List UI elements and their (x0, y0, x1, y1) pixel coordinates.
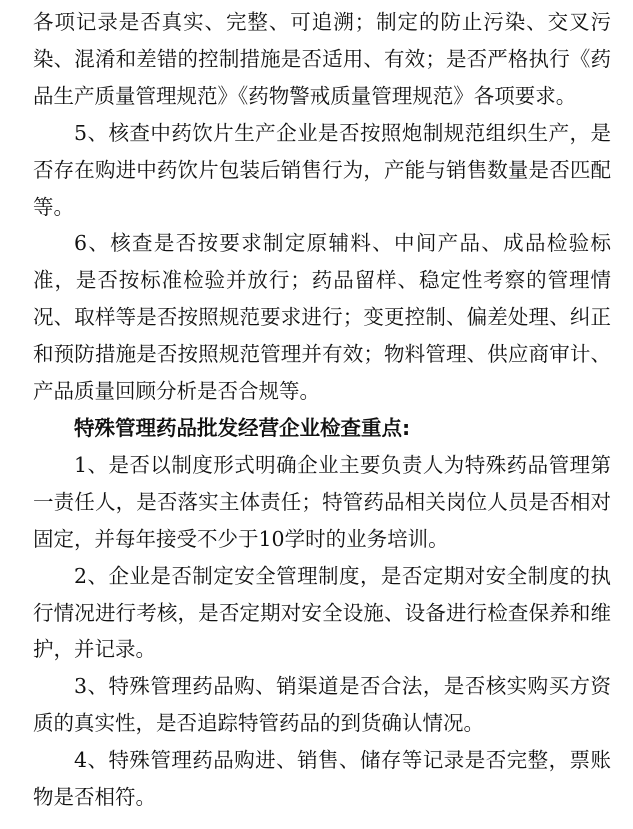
paragraph-item-6: 6、核查是否按要求制定原辅料、中间产品、成品检验标准，是否按标准检验并放行；药品留样、稳定性考察的管理情况、取样等是否按照规范要求进行；变更控制、偏差处理、纠正和预防措施是否按照规范管理并有效；物料管理、供应商审计、产品质量回顾分析是否合规等。 (33, 231, 611, 404)
paragraph-wholesale-item-1: 1、是否以制度形式明确企业主要负责人为特殊药品管理第一责任人，是否落实主体责任；特管药品相关岗位人员是否相对固定，并每年接受不少于10学时的业务培训。 (33, 452, 611, 551)
paragraph-item-5: 5、核查中药饮片生产企业是否按照炮制规范组织生产，是否存在购进中药饮片包装后销售行为，产能与销售数量是否匹配等。 (33, 120, 611, 219)
document-page (33, 4, 611, 816)
paragraph-wholesale-item-3: 3、特殊管理药品购、销渠道是否合法，是否核实购买方资质的真实性，是否追踪特管药品的到货确认情况。 (33, 674, 611, 736)
section-heading: 特殊管理药品批发经营企业检查重点: (74, 415, 411, 440)
paragraph-continuation: 各项记录是否真实、完整、可追溯；制定的防止污染、交叉污染、混淆和差错的控制措施是否适用、有效；是否严格执行《药品生产质量管理规范》《药物警戒质量管理规范》各项要求。 (33, 10, 611, 108)
paragraph-wholesale-item-2: 2、企业是否制定安全管理制度，是否定期对安全制度的执行情况进行考核，是否定期对安全设施、设备进行检查保养和维护，并记录。 (33, 563, 611, 662)
paragraph-wholesale-item-4: 4、特殊管理药品购进、销售、储存等记录是否完整，票账物是否相符。 (33, 748, 611, 810)
